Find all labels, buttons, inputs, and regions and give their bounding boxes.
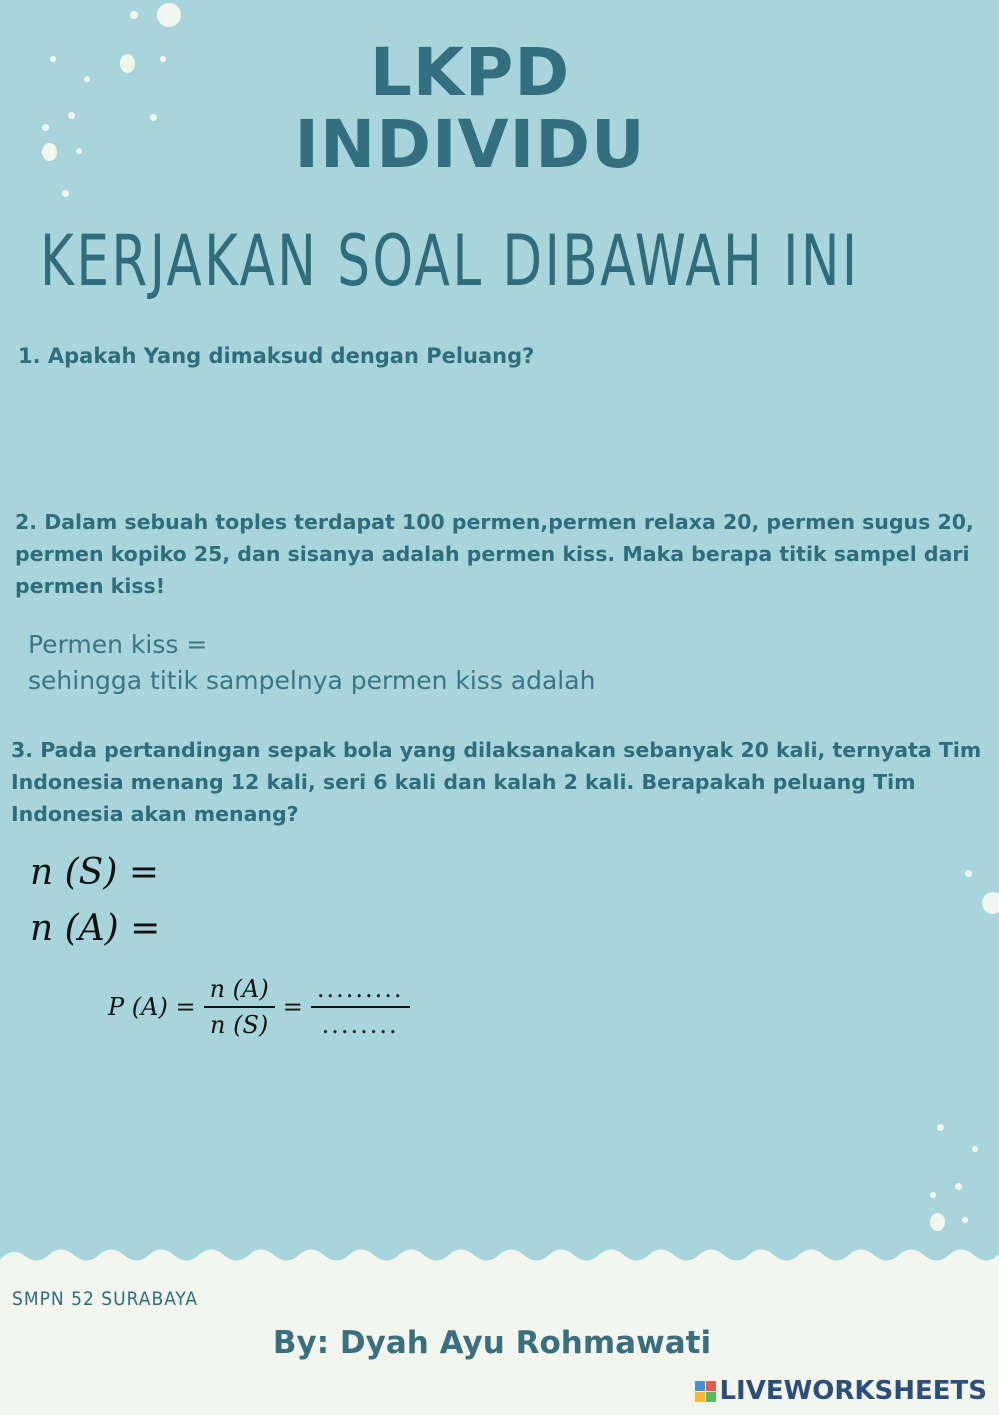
decor-dot [972,1146,978,1152]
decor-dot [930,1192,936,1198]
title-line-2: INDIVIDU [294,106,646,183]
liveworksheets-logo[interactable] [695,1376,987,1406]
question-3: 3. Pada pertandingan sepak bola yang dilaksanakan sebanyak 20 kali, ternyata Tim Indonesia menang 12 kali, seri 6 kali dan kalah 2 kali. Berapakah peluang Tim Indonesia akan menang? [11,738,982,826]
math-n-a: n (A) = [30,908,161,949]
blank-denominator: ........ [321,1011,399,1039]
school-name: SMPN 52 SURABAYA [12,1288,199,1310]
decor-dot [930,1213,945,1231]
decor-dot [955,1183,962,1190]
fraction-numerator: n (A) [209,975,269,1003]
decor-dot [62,190,69,197]
decor-dot [937,1124,944,1131]
liveworksheets-logo-icon [695,1381,716,1402]
blank-numerator: ......... [316,975,404,1003]
formula-equals: = [282,993,303,1021]
blank-fraction [311,972,410,1042]
liveworksheets-brand: LIVEWORKSHEETS [719,1376,987,1406]
author-credit: By: Dyah Ayu Rohmawati [272,1325,712,1361]
formula-fraction [204,972,275,1042]
subtitle: KERJAKAN SOAL DIBAWAH INI [40,220,860,302]
title-line-1: LKPD [369,34,571,111]
answer-line-permen-kiss: Permen kiss = [28,630,208,659]
formula-lhs: P (A) = [108,993,196,1021]
fraction-denominator: n (S) [210,1011,269,1039]
question-1: 1. Apakah Yang dimaksud dengan Peluang? [18,344,535,368]
probability-formula [108,972,418,1042]
decor-dot [157,3,181,27]
math-n-s: n (S) = [30,852,159,893]
decor-dot [130,11,138,19]
answer-line-titik-sampel: sehingga titik sampelnya permen kiss adalah [28,666,596,695]
question-2: 2. Dalam sebuah toples terdapat 100 permen,permen relaxa 20, permen sugus 20, permen kopiko 25, dan sisanya adalah permen kiss. Maka berapa titik sampel dari permen kiss! [15,510,974,598]
decor-dot [965,870,972,877]
decor-dot [982,892,999,914]
decor-dot [962,1217,968,1223]
